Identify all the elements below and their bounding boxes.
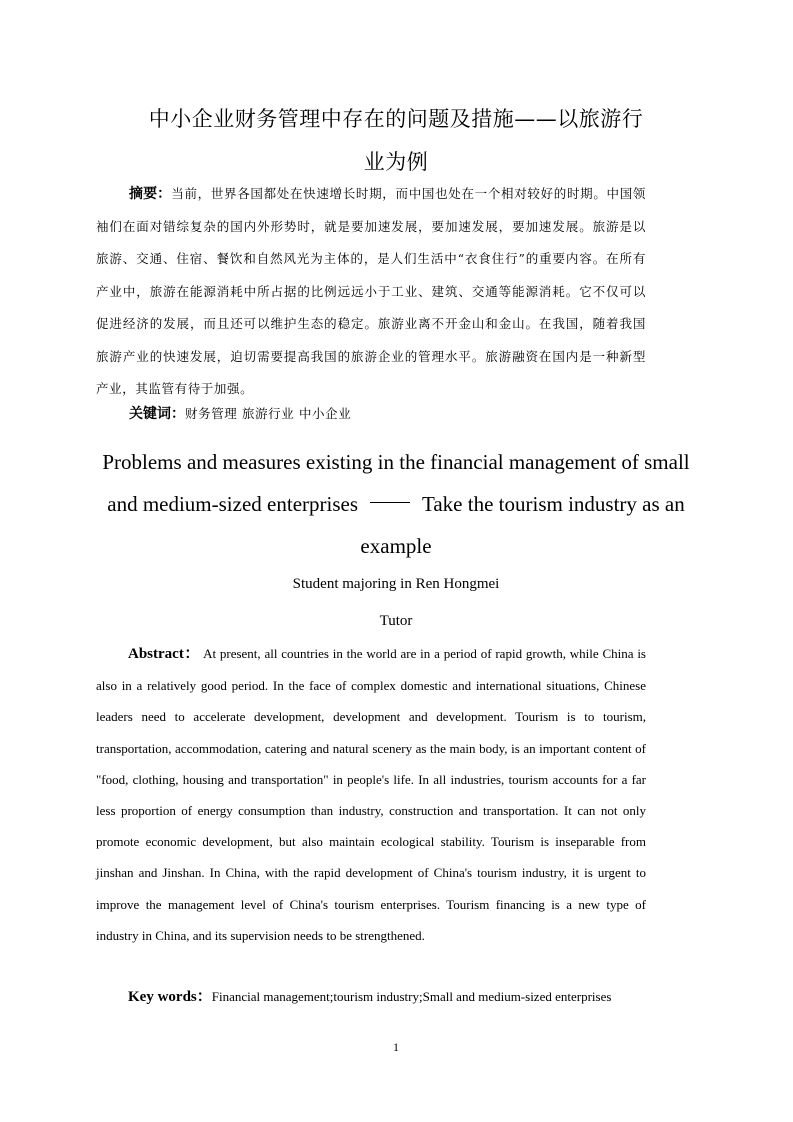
english-title (96, 441, 696, 567)
english-abstract-label: Abstract： (128, 646, 200, 662)
chinese-abstract-text: 当前，世界各国都处在快速增长时期，而中国也处在一个相对较好的时期。中国领袖们在面对错综复杂的国内外形势时，就是要加速发展，要加速发展，要加速发展。旅游是以旅游、交通、住宿、餐饮和自然风光为主体的，是人们生活中“衣食住行”的重要内容。在所有产业中，旅游在能源消耗中所占据的比例远远小于工业、建筑、交通等能源消耗。它不仅可以促进经济的发展，而且还可以维护生态的稳定。旅游业离不开金山和金山。在我国，随着我国旅游产业的快速发展，迫切需要提高我国的旅游企业的管理水平。旅游融资在国内是一种新型产业，其监管有待于加强。 (96, 186, 647, 396)
page-number: 1 (393, 1040, 399, 1054)
english-keywords-label: Key words： (128, 989, 212, 1005)
english-keywords-text: Financial management;tourism industry;Small and medium-sized enterprises (211, 989, 612, 1004)
chinese-abstract (96, 178, 646, 406)
english-abstract-text: At present, all countries in the world are in a period of rapid growth, while China is also in a relatively good period. In the face of complex domestic and international situations, Chinese leaders need to accelerate development, development and development. Tourism is to tourism, transportation, accommodation, catering and natural scenery as the main body, is an important content of "food, clothing, housing and transportation" in people's life. In all industries, tourism accounts for a far less proportion of energy consumption than industry, construction and transportation. It can not only promote economic development, but also maintain ecological stability. Tourism is inseparable from jinshan and Jinshan. In China, with the rapid development of China's tourism industry, it is urgent to improve the management level of China's tourism enterprises. Tourism financing is a new type of industry in China, and its supervision needs to be strengthened. (96, 646, 646, 943)
tutor-line: Tutor (379, 613, 413, 629)
english-keywords (96, 981, 646, 1013)
english-title-main: Problems and measures existing in the financial management of small and medium-sized enterprises (102, 450, 690, 516)
english-title-subtitle: Take the tourism industry as an example (360, 492, 685, 558)
chinese-title-line-1: 中小企业财务管理中存在的问题及措施——以旅游行 (148, 107, 644, 131)
chinese-abstract-label: 摘要： (129, 186, 172, 202)
chinese-keywords-text: 财务管理 旅游行业 中小企业 (185, 406, 352, 421)
english-abstract (96, 638, 646, 951)
chinese-title-line-2: 业为例 (363, 150, 429, 174)
chinese-keywords (96, 398, 646, 431)
title-dash-separator (370, 502, 410, 503)
chinese-keywords-label: 关键词： (129, 406, 185, 422)
author-line: Student majoring in Ren Hongmei (292, 576, 500, 592)
